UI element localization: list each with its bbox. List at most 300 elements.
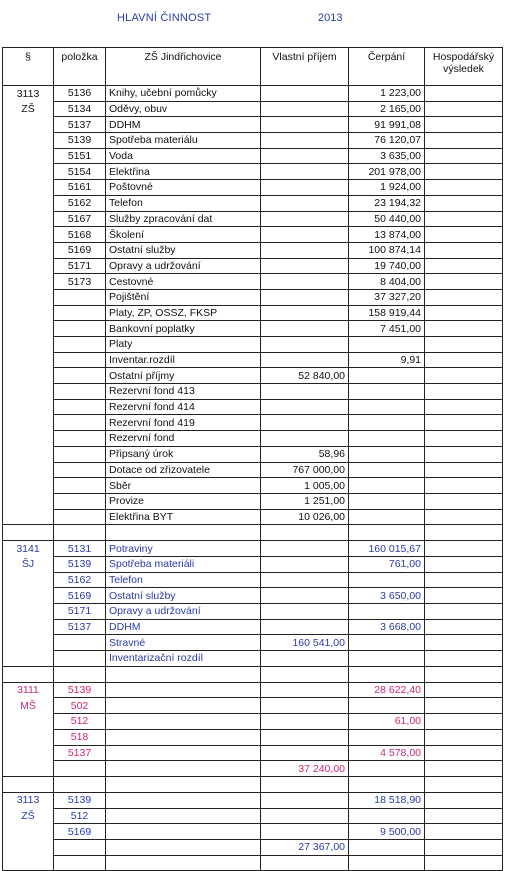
- result-cell: [425, 133, 503, 149]
- item-name-cell: [106, 745, 261, 761]
- own-income-cell: [261, 352, 349, 368]
- spending-cell: 3 668,00: [349, 619, 425, 635]
- result-cell: [425, 682, 503, 698]
- table-row: [3, 651, 503, 667]
- result-cell: [425, 352, 503, 368]
- item-code-cell: 518: [54, 729, 106, 745]
- col-header-school: ZŠ Jindřichovice: [106, 48, 261, 86]
- section-cell: [3, 509, 54, 525]
- item-code-cell: 5139: [54, 556, 106, 572]
- spending-cell: [349, 399, 425, 415]
- item-name-cell: Bankovní poplatky: [106, 321, 261, 337]
- item-code-cell: 5167: [54, 211, 106, 227]
- section-cell: [3, 399, 54, 415]
- own-income-cell: [261, 195, 349, 211]
- result-cell: [425, 651, 503, 667]
- item-code-cell: 5154: [54, 164, 106, 180]
- own-income-cell: [261, 337, 349, 353]
- empty-cell: [261, 776, 349, 792]
- item-name-cell: Stravné: [106, 635, 261, 651]
- item-name-cell: Poštovné: [106, 180, 261, 196]
- empty-cell: [425, 525, 503, 541]
- item-name-cell: Potraviny: [106, 541, 261, 557]
- item-code-cell: 5137: [54, 117, 106, 133]
- result-cell: [425, 180, 503, 196]
- item-code-cell: [54, 384, 106, 400]
- table-row: [3, 792, 503, 808]
- spending-cell: 13 874,00: [349, 227, 425, 243]
- table-row: [3, 509, 503, 525]
- section-cell: [3, 824, 54, 840]
- item-code-cell: 5168: [54, 227, 106, 243]
- section-cell: [3, 651, 54, 667]
- item-code-cell: 512: [54, 808, 106, 824]
- result-cell: [425, 478, 503, 494]
- table-row: [3, 682, 503, 698]
- item-name-cell: Připsaný úrok: [106, 446, 261, 462]
- spending-cell: 3 650,00: [349, 588, 425, 604]
- table-row: [3, 274, 503, 290]
- own-income-cell: [261, 274, 349, 290]
- own-income-cell: [261, 824, 349, 840]
- section-cell: [3, 729, 54, 745]
- table-row: [3, 242, 503, 258]
- table-row: [3, 86, 503, 102]
- own-income-cell: 160 541,00: [261, 635, 349, 651]
- empty-cell: [3, 525, 54, 541]
- own-income-cell: [261, 117, 349, 133]
- item-code-cell: 5169: [54, 824, 106, 840]
- own-income-cell: [261, 619, 349, 635]
- item-code-cell: [54, 321, 106, 337]
- item-name-cell: Platy, ZP, OSSZ, FKSP: [106, 305, 261, 321]
- result-cell: [425, 399, 503, 415]
- table-row: [3, 572, 503, 588]
- spending-cell: 4 578,00: [349, 745, 425, 761]
- section-cell: [3, 368, 54, 384]
- item-name-cell: [106, 808, 261, 824]
- own-income-cell: [261, 714, 349, 730]
- table-row: [3, 745, 503, 761]
- empty-cell: [425, 666, 503, 682]
- spending-cell: [349, 493, 425, 509]
- empty-cell: [3, 776, 54, 792]
- result-cell: [425, 86, 503, 102]
- item-code-cell: 512: [54, 714, 106, 730]
- item-name-cell: Ostatní služby: [106, 242, 261, 258]
- table-body: [3, 86, 503, 871]
- item-name-cell: Cestovné: [106, 274, 261, 290]
- item-code-cell: 5137: [54, 745, 106, 761]
- result-cell: [425, 321, 503, 337]
- spending-cell: [349, 761, 425, 777]
- item-name-cell: Telefon: [106, 195, 261, 211]
- result-cell: [425, 572, 503, 588]
- table-row: [3, 352, 503, 368]
- spending-cell: 23 194,32: [349, 195, 425, 211]
- item-name-cell: Voda: [106, 148, 261, 164]
- spending-cell: 160 015,67: [349, 541, 425, 557]
- table-row: [3, 808, 503, 824]
- table-row: [3, 698, 503, 714]
- result-cell: [425, 855, 503, 871]
- item-name-cell: Spotřeba materiálu: [106, 133, 261, 149]
- spending-cell: [349, 808, 425, 824]
- section-cell: [3, 415, 54, 431]
- empty-cell: [349, 525, 425, 541]
- result-cell: [425, 148, 503, 164]
- item-name-cell: [106, 714, 261, 730]
- spending-cell: 76 120,07: [349, 133, 425, 149]
- section-cell: [3, 839, 54, 855]
- own-income-cell: [261, 289, 349, 305]
- result-cell: [425, 211, 503, 227]
- result-cell: [425, 274, 503, 290]
- table-row: [3, 541, 503, 557]
- result-cell: [425, 824, 503, 840]
- table-row: [3, 604, 503, 620]
- own-income-cell: [261, 651, 349, 667]
- spending-cell: 100 874,14: [349, 242, 425, 258]
- result-cell: [425, 195, 503, 211]
- spending-cell: 9,91: [349, 352, 425, 368]
- spending-cell: 3 635,00: [349, 148, 425, 164]
- table-row: [3, 164, 503, 180]
- result-cell: [425, 808, 503, 824]
- item-name-cell: Knihy, učební pomůcky: [106, 86, 261, 102]
- section-cell: [3, 164, 54, 180]
- section-cell: [3, 289, 54, 305]
- section-cell: [3, 211, 54, 227]
- group-spacer-row: [3, 666, 503, 682]
- own-income-cell: [261, 101, 349, 117]
- table-row: [3, 761, 503, 777]
- result-cell: [425, 289, 503, 305]
- col-header-own-income: Vlastní příjem: [261, 48, 349, 86]
- section-cell: [3, 384, 54, 400]
- result-cell: [425, 509, 503, 525]
- result-cell: [425, 714, 503, 730]
- table-row: [3, 180, 503, 196]
- spending-cell: [349, 446, 425, 462]
- item-code-cell: 5162: [54, 195, 106, 211]
- section-cell: [3, 352, 54, 368]
- spending-cell: 50 440,00: [349, 211, 425, 227]
- table-row: [3, 148, 503, 164]
- group-spacer-row: [3, 776, 503, 792]
- item-name-cell: DDHM: [106, 117, 261, 133]
- own-income-cell: [261, 792, 349, 808]
- table-row: [3, 337, 503, 353]
- own-income-cell: [261, 855, 349, 871]
- item-code-cell: 5173: [54, 274, 106, 290]
- item-code-cell: [54, 289, 106, 305]
- spending-cell: 37 327,20: [349, 289, 425, 305]
- own-income-cell: [261, 399, 349, 415]
- empty-cell: [261, 666, 349, 682]
- spending-cell: [349, 651, 425, 667]
- item-name-cell: Inventar.rozdíl: [106, 352, 261, 368]
- spending-cell: 2 165,00: [349, 101, 425, 117]
- spending-cell: [349, 384, 425, 400]
- item-code-cell: 5171: [54, 604, 106, 620]
- result-cell: [425, 604, 503, 620]
- section-cell: [3, 148, 54, 164]
- item-code-cell: [54, 462, 106, 478]
- result-cell: [425, 368, 503, 384]
- own-income-cell: 767 000,00: [261, 462, 349, 478]
- result-cell: [425, 415, 503, 431]
- table-row: [3, 462, 503, 478]
- result-cell: [425, 101, 503, 117]
- section-cell: [3, 242, 54, 258]
- section-cell: [3, 321, 54, 337]
- table-header-row: [3, 48, 503, 86]
- item-name-cell: [106, 698, 261, 714]
- table-row: [3, 227, 503, 243]
- table-row: [3, 117, 503, 133]
- section-cell: [3, 604, 54, 620]
- result-cell: [425, 384, 503, 400]
- spending-cell: [349, 368, 425, 384]
- table-row: [3, 855, 503, 871]
- result-cell: [425, 446, 503, 462]
- own-income-cell: [261, 227, 349, 243]
- empty-cell: [106, 776, 261, 792]
- own-income-cell: [261, 258, 349, 274]
- result-cell: [425, 242, 503, 258]
- own-income-cell: [261, 745, 349, 761]
- item-name-cell: Opravy a udržování: [106, 604, 261, 620]
- item-code-cell: 5169: [54, 242, 106, 258]
- table-row: [3, 588, 503, 604]
- item-name-cell: Ostatní služby: [106, 588, 261, 604]
- own-income-cell: [261, 133, 349, 149]
- empty-cell: [425, 776, 503, 792]
- own-income-cell: [261, 588, 349, 604]
- empty-cell: [349, 666, 425, 682]
- spending-cell: 19 740,00: [349, 258, 425, 274]
- own-income-cell: [261, 682, 349, 698]
- spending-cell: [349, 337, 425, 353]
- own-income-cell: 1 005,00: [261, 478, 349, 494]
- spending-cell: 18 518,90: [349, 792, 425, 808]
- result-cell: [425, 839, 503, 855]
- item-name-cell: Dotace od zřizovatele: [106, 462, 261, 478]
- item-name-cell: Platy: [106, 337, 261, 353]
- own-income-cell: [261, 808, 349, 824]
- empty-cell: [106, 666, 261, 682]
- section-cell: [3, 446, 54, 462]
- table-row: [3, 431, 503, 447]
- section-label-cell: ŠJ: [3, 556, 54, 572]
- own-income-cell: [261, 180, 349, 196]
- spending-cell: [349, 415, 425, 431]
- table-row: [3, 195, 503, 211]
- own-income-cell: [261, 541, 349, 557]
- item-name-cell: Opravy a udržování: [106, 258, 261, 274]
- item-code-cell: [54, 399, 106, 415]
- section-label-cell: ZŠ: [3, 101, 54, 117]
- result-cell: [425, 619, 503, 635]
- section-cell: [3, 274, 54, 290]
- spending-cell: 91 991,08: [349, 117, 425, 133]
- item-code-cell: [54, 431, 106, 447]
- table-row: [3, 839, 503, 855]
- table-row: [3, 824, 503, 840]
- section-cell: [3, 337, 54, 353]
- own-income-cell: [261, 164, 349, 180]
- item-code-cell: [54, 635, 106, 651]
- item-code-cell: [54, 651, 106, 667]
- item-code-cell: [54, 761, 106, 777]
- spending-cell: [349, 635, 425, 651]
- item-code-cell: 5137: [54, 619, 106, 635]
- own-income-cell: [261, 321, 349, 337]
- result-cell: [425, 337, 503, 353]
- own-income-cell: 52 840,00: [261, 368, 349, 384]
- table-row: [3, 101, 503, 117]
- section-cell: [3, 745, 54, 761]
- empty-cell: [54, 525, 106, 541]
- col-header-section: §: [3, 48, 54, 86]
- table-row: [3, 305, 503, 321]
- item-name-cell: Služby zpracování dat: [106, 211, 261, 227]
- item-name-cell: Pojištění: [106, 289, 261, 305]
- result-cell: [425, 305, 503, 321]
- empty-cell: [3, 666, 54, 682]
- result-cell: [425, 761, 503, 777]
- result-cell: [425, 698, 503, 714]
- section-code-cell: 3141: [3, 541, 54, 557]
- item-code-cell: 5161: [54, 180, 106, 196]
- table-row: [3, 384, 503, 400]
- own-income-cell: 27 367,00: [261, 839, 349, 855]
- spending-cell: [349, 604, 425, 620]
- spending-cell: [349, 572, 425, 588]
- result-cell: [425, 164, 503, 180]
- section-cell: [3, 258, 54, 274]
- spending-cell: [349, 698, 425, 714]
- item-name-cell: [106, 855, 261, 871]
- item-name-cell: Rezervní fond: [106, 431, 261, 447]
- empty-cell: [261, 525, 349, 541]
- section-cell: [3, 619, 54, 635]
- section-cell: [3, 195, 54, 211]
- own-income-cell: 10 026,00: [261, 509, 349, 525]
- item-name-cell: Ostatní příjmy: [106, 368, 261, 384]
- item-code-cell: [54, 368, 106, 384]
- activity-table: [2, 47, 503, 871]
- item-code-cell: 5162: [54, 572, 106, 588]
- item-name-cell: Rezervní fond 414: [106, 399, 261, 415]
- own-income-cell: [261, 86, 349, 102]
- own-income-cell: [261, 604, 349, 620]
- spending-cell: [349, 462, 425, 478]
- section-cell: [3, 761, 54, 777]
- result-cell: [425, 588, 503, 604]
- result-cell: [425, 635, 503, 651]
- section-cell: [3, 714, 54, 730]
- item-code-cell: [54, 415, 106, 431]
- section-cell: [3, 462, 54, 478]
- sheet-year: 2013: [318, 12, 343, 24]
- section-cell: [3, 431, 54, 447]
- item-code-cell: [54, 839, 106, 855]
- own-income-cell: [261, 729, 349, 745]
- spending-cell: 158 919,44: [349, 305, 425, 321]
- item-code-cell: [54, 305, 106, 321]
- section-cell: [3, 227, 54, 243]
- table-row: [3, 133, 503, 149]
- item-name-cell: Inventarizační rozdíl: [106, 651, 261, 667]
- own-income-cell: [261, 415, 349, 431]
- spending-cell: 761,00: [349, 556, 425, 572]
- spending-cell: 201 978,00: [349, 164, 425, 180]
- item-code-cell: [54, 478, 106, 494]
- item-name-cell: Provize: [106, 493, 261, 509]
- item-code-cell: 5136: [54, 86, 106, 102]
- item-name-cell: Elektřina: [106, 164, 261, 180]
- empty-cell: [349, 776, 425, 792]
- spending-cell: [349, 855, 425, 871]
- item-code-cell: 502: [54, 698, 106, 714]
- spending-cell: [349, 729, 425, 745]
- item-name-cell: Oděvy, obuv: [106, 101, 261, 117]
- table-row: [3, 211, 503, 227]
- item-name-cell: [106, 682, 261, 698]
- own-income-cell: [261, 572, 349, 588]
- result-cell: [425, 493, 503, 509]
- item-name-cell: Spotřeba materiáli: [106, 556, 261, 572]
- result-cell: [425, 431, 503, 447]
- section-cell: [3, 855, 54, 871]
- own-income-cell: [261, 211, 349, 227]
- section-code-cell: 3113: [3, 792, 54, 808]
- own-income-cell: [261, 384, 349, 400]
- item-code-cell: 5171: [54, 258, 106, 274]
- own-income-cell: [261, 556, 349, 572]
- own-income-cell: [261, 305, 349, 321]
- result-cell: [425, 117, 503, 133]
- section-cell: [3, 493, 54, 509]
- section-cell: [3, 180, 54, 196]
- col-header-result: Hospodářský výsledek: [425, 48, 503, 86]
- empty-cell: [106, 525, 261, 541]
- empty-cell: [54, 776, 106, 792]
- item-code-cell: 5134: [54, 101, 106, 117]
- section-cell: [3, 117, 54, 133]
- item-name-cell: [106, 839, 261, 855]
- section-cell: [3, 478, 54, 494]
- own-income-cell: [261, 431, 349, 447]
- section-cell: [3, 635, 54, 651]
- item-code-cell: [54, 493, 106, 509]
- spending-cell: 8 404,00: [349, 274, 425, 290]
- table-row: [3, 368, 503, 384]
- table-row: [3, 714, 503, 730]
- table-row: [3, 446, 503, 462]
- item-code-cell: 5139: [54, 682, 106, 698]
- table-row: [3, 493, 503, 509]
- sheet-header: [0, 0, 510, 46]
- table-row: [3, 729, 503, 745]
- result-cell: [425, 729, 503, 745]
- item-code-cell: 5139: [54, 133, 106, 149]
- item-name-cell: [106, 824, 261, 840]
- result-cell: [425, 227, 503, 243]
- group-spacer-row: [3, 525, 503, 541]
